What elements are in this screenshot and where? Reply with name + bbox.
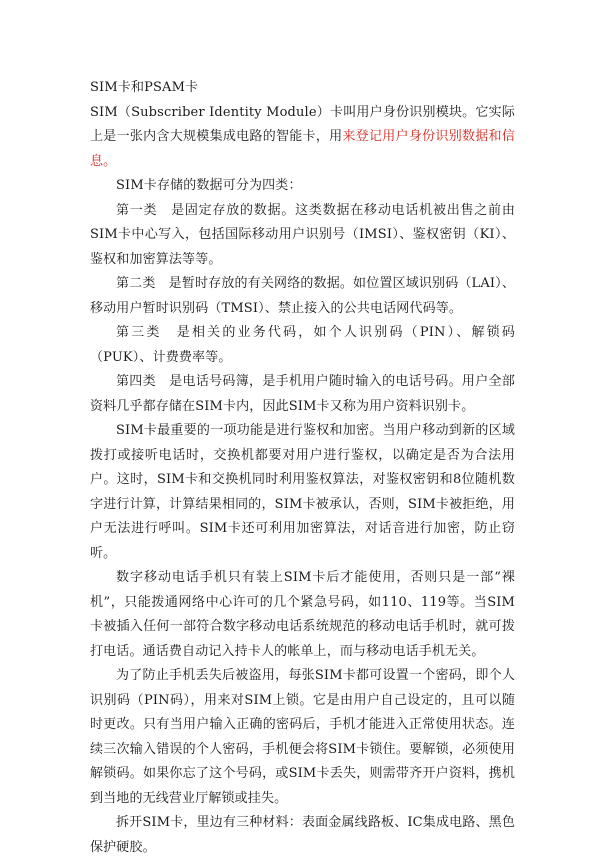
usage-paragraph: 数字移动电话手机只有装上SIM卡后才能使用，否则只是一部“裸机”，只能拨通网络中心许可的几个紧急号码，如110、119等。当SIM卡被插入任何一部符合数字移动电话系统规范的移动电话手机时，就可拨打电话。通话费自动记入持卡人的帐单上，而与移动电话手机无关。 <box>90 570 515 659</box>
authentication-paragraph: SIM卡最重要的一项功能是进行鉴权和加密。当用户移动到新的区域拨打或接听电话时，交换机都要对用户进行鉴权，以确定是否为合法用户。这时，SIM卡和交换机同时利用鉴权算法，对鉴权密钥和8位随机数字进行计算，计算结果相同的，SIM卡被承认，否则，SIM卡被拒绝，用户无法进行呼叫。SIM卡还可利用加密算法，对话音进行加密，防止窃听。 <box>90 423 515 561</box>
document-page <box>90 76 515 860</box>
intro-paragraph <box>90 101 515 175</box>
category-1-paragraph: 第一类 是固定存放的数据。这类数据在移动电话机被出售之前由SIM卡中心写入，包括国际移动用户识别号（IMSI）、鉴权密钥（KI）、鉴权和加密算法等等。 <box>90 202 515 267</box>
document-title: SIM卡和PSAM卡 <box>90 80 199 95</box>
materials-paragraph: 拆开SIM卡，里边有三种材料：表面金属线路板、IC集成电路、黑色保护硬胶。 <box>90 815 515 855</box>
intro-highlight: 来登记用户身份识别数据和信息。 <box>90 129 515 169</box>
intro-text: SIM（Subscriber Identity Module）卡叫用户身份识别模块。它实际上是一张内含大规模集成电路的智能卡，用 <box>90 104 515 144</box>
category-3-paragraph: 第三类 是相关的业务代码，如个人识别码（PIN）、解锁码（PUK）、计费费率等。 <box>90 325 515 365</box>
pin-paragraph: 为了防止手机丢失后被盗用，每张SIM卡都可设置一个密码，即个人识别码（PIN码），用来对SIM上锁。它是由用户自己设定的，且可以随时更改。只有当用户输入正确的密码后，手机才能进入正常使用状态。连续三次输入错误的个人密码，手机便会将SIM卡锁住。要解锁，必须使用解锁码。如果你忘了这个号码，或SIM卡丢失，则需带齐开户资料，携机到当地的无线营业厅解锁或挂失。 <box>90 668 515 806</box>
categories-intro: SIM卡存储的数据可分为四类： <box>116 178 302 193</box>
category-2-paragraph: 第二类 是暂时存放的有关网络的数据。如位置区域识别码（LAI）、移动用户暂时识别码（TMSI）、禁止接入的公共电话网代码等。 <box>90 276 515 316</box>
category-4-paragraph: 第四类 是电话号码簿，是手机用户随时输入的电话号码。用户全部资料几乎都存储在SIM卡内，因此SIM卡又称为用户资料识别卡。 <box>90 374 515 414</box>
